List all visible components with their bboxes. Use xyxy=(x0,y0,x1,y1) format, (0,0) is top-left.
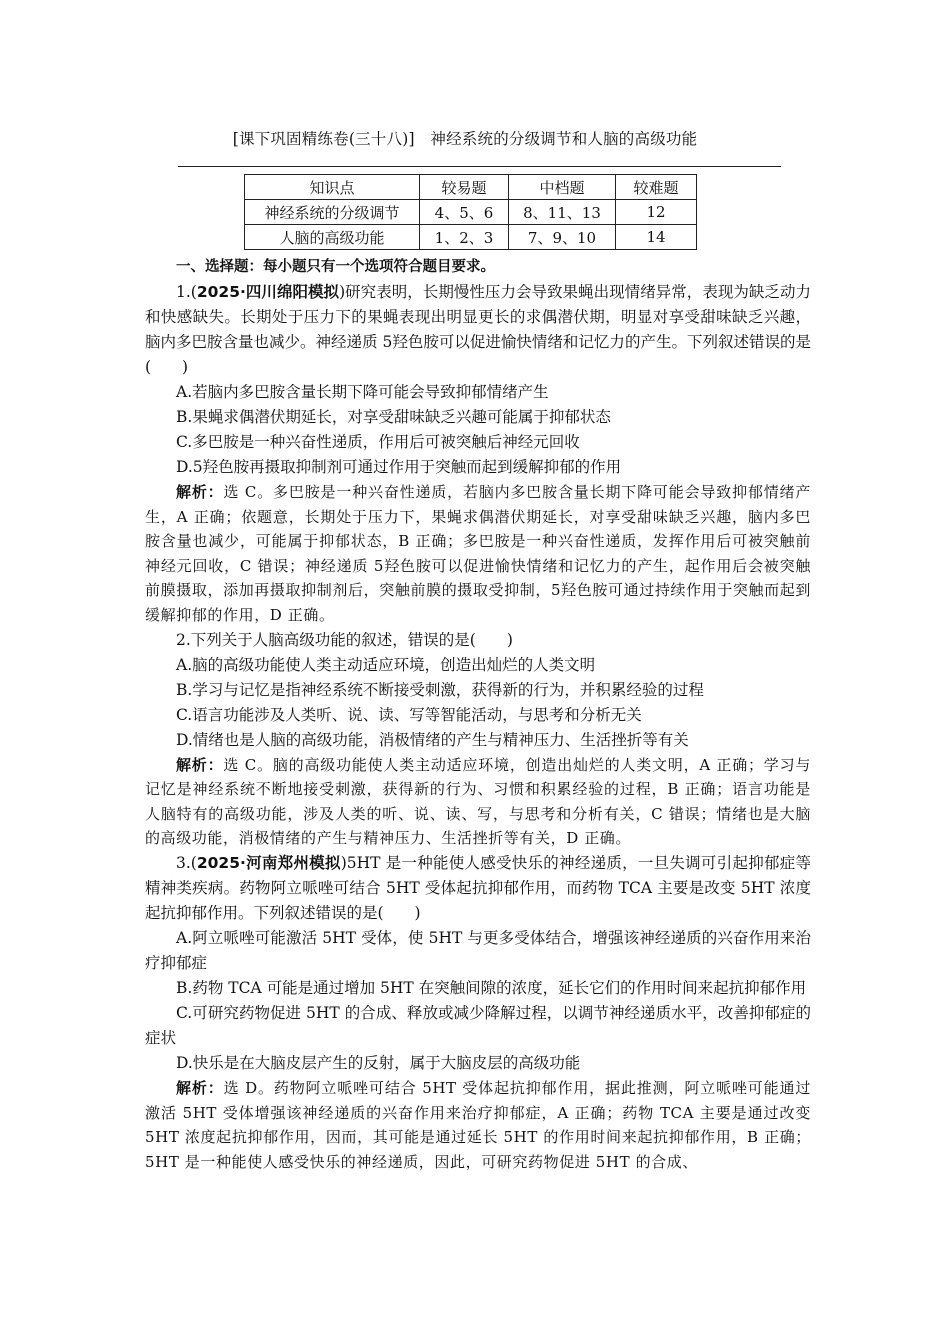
analysis-label: 解析： xyxy=(176,755,224,774)
table-cell: 14 xyxy=(616,225,697,250)
title-divider xyxy=(178,166,781,167)
table-header: 知识点 xyxy=(245,175,420,200)
table-cell: 神经系统的分级调节 xyxy=(245,200,420,225)
question-1-option-a: A.若脑内多巴胺含量长期下降可能会导致抑郁情绪产生 xyxy=(176,383,549,401)
table-row xyxy=(245,225,697,250)
analysis-label: 解析： xyxy=(176,483,224,501)
question-2-analysis: 解析：选 C。脑的高级功能使人类主动适应环境，创造出灿烂的人类文明，A 正确；学习与记忆是神经系统不断地接受刺激，获得新的行为、习惯和积累经验的过程，B 正确；语言功能是人脑特有的高级功能，涉及人类的听、说、读、写，与思考和分析有关，C 错误；情绪也是大脑的高级功能，消极情绪的产生与精神压力、生活挫折等有关，D 正确。 xyxy=(145,755,811,848)
table-header-row xyxy=(245,175,697,200)
table-cell: 8、11、13 xyxy=(509,200,616,225)
table-cell: 7、9、10 xyxy=(509,225,616,250)
table-header: 中档题 xyxy=(509,175,616,200)
section-heading: 一、选择题：每小题只有一个选项符合题目要求。 xyxy=(176,259,495,275)
knowledge-table xyxy=(244,174,697,250)
question-3-option-d: D.快乐是在大脑皮层产生的反射，属于大脑皮层的高级功能 xyxy=(176,1053,581,1072)
question-3-stem: 3.(2025·河南郑州模拟)5HT 是一种能使人感受快乐的神经递质，一旦失调可引起抑郁症等精神类疾病。药物阿立哌唑可结合 5HT 受体起抗抑郁作用，而药物 TCA 主要是改变 5HT 浓度起抗抑郁作用。下列叙述错误的是( ) xyxy=(145,853,811,922)
question-body xyxy=(145,255,811,1174)
question-3-option-b: B.药物 TCA 可能是通过增加 5HT 在突触间隙的浓度，延长它们的作用时间来起抗抑郁作用 xyxy=(176,978,807,997)
page-title: [课下巩固精练卷(三十八)] 神经系统的分级调节和人脑的高级功能 xyxy=(232,130,698,148)
question-1-option-b: B.果蝇求偶潜伏期延长，对享受甜味缺乏兴趣可能属于抑郁状态 xyxy=(176,408,611,426)
table-header: 较难题 xyxy=(616,175,697,200)
table-cell: 4、5、6 xyxy=(420,200,509,225)
table-cell: 1、2、3 xyxy=(420,225,509,250)
question-1-analysis: 解析：选 C。多巴胺是一种兴奋性递质，若脑内多巴胺含量长期下降可能会导致抑郁情绪产生，A 正确；依题意，长期处于压力下，果蝇求偶潜伏期延长，对享受甜味缺乏兴趣，脑内多巴胺含量也减少，可能属于抑郁状态，B 正确；多巴胺是一种兴奋性递质，发挥作用后可被突触前神经元回收，C 错误；神经递质 5羟色胺可以促进愉快情绪和记忆力的产生，起作用后会被突触前膜摄取，添加再摄取抑制剂后，突触前膜的摄取受抑制，5羟色胺可通过持续作用于突触而起到缓解抑郁的作用，D 正确。 xyxy=(145,483,811,624)
question-2-option-d: D.情绪也是人脑的高级功能，消极情绪的产生与精神压力、生活挫折等有关 xyxy=(176,730,689,749)
question-3-option-c: C.可研究药物促进 5HT 的合成、释放或减少降解过程，以调节神经递质水平，改善抑郁症的症状 xyxy=(145,1003,811,1047)
question-2-option-c: C.语言功能涉及人类听、说、读、写等智能活动，与思考和分析无关 xyxy=(176,705,642,724)
question-1-option-d: D.5羟色胺再摄取抑制剂可通过作用于突触而起到缓解抑郁的作用 xyxy=(176,458,622,476)
question-3-option-a: A.阿立哌唑可能激活 5HT 受体，使 5HT 与更多受体结合，增强该神经递质的兴奋作用来治疗抑郁症 xyxy=(145,928,811,972)
question-2-option-a: A.脑的高级功能使人类主动适应环境，创造出灿烂的人类文明 xyxy=(176,655,596,674)
table-cell: 人脑的高级功能 xyxy=(245,225,420,250)
table-cell: 12 xyxy=(616,200,697,225)
question-source: 2025·河南郑州模拟 xyxy=(196,853,341,872)
question-source: 2025·四川绵阳模拟 xyxy=(196,283,340,301)
question-1-option-c: C.多巴胺是一种兴奋性递质，作用后可被突触后神经元回收 xyxy=(176,433,580,451)
question-1-stem: 1.(2025·四川绵阳模拟)研究表明，长期慢性压力会导致果蝇出现情绪异常，表现为缺乏动力和快感缺失。长期处于压力下的果蝇表现出明显更长的求偶潜伏期，明显对享受甜味缺乏兴趣，脑内多巴胺含量也减少。神经递质 5羟色胺可以促进愉快情绪和记忆力的产生。下列叙述错误的是( ) xyxy=(145,283,811,376)
question-2-option-b: B.学习与记忆是指神经系统不断接受刺激，获得新的行为，并积累经验的过程 xyxy=(176,680,704,699)
question-2-stem: 2.下列关于人脑高级功能的叙述，错误的是( ) xyxy=(176,630,513,649)
question-3-analysis: 解析：选 D。药物阿立哌唑可结合 5HT 受体起抗抑郁作用，据此推测，阿立哌唑可能通过激活 5HT 受体增强该神经递质的兴奋作用来治疗抑郁症，A 正确；药物 TCA 主要是通过改变 5HT 浓度起抗抑郁作用，因而，其可能是通过延长 5HT 的作用时间来起抗抑郁作用，B 正确；5HT 是一种能使人感受快乐的神经递质，因此，可研究药物促进 5HT 的合成、 xyxy=(145,1078,811,1171)
table-row xyxy=(245,200,697,225)
analysis-label: 解析： xyxy=(176,1078,224,1097)
table-header: 较易题 xyxy=(420,175,509,200)
